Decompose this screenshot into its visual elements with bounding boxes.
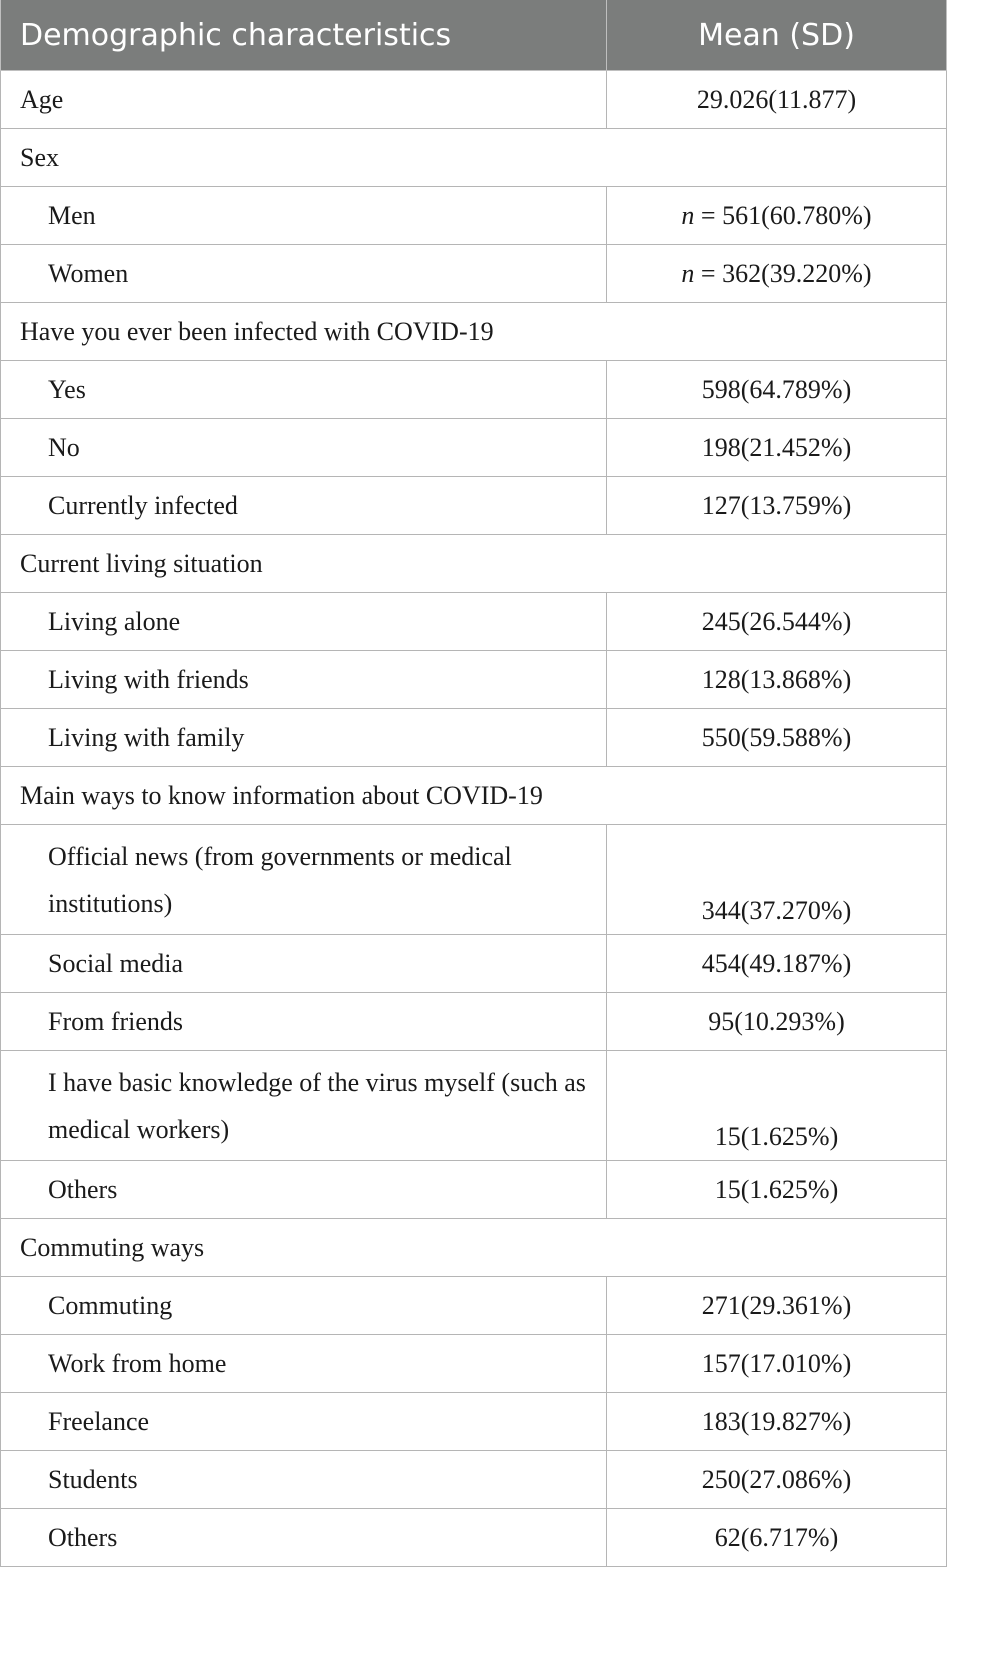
n-symbol: n	[681, 258, 695, 288]
table-row	[1, 593, 947, 651]
row-label: Age	[1, 71, 607, 129]
table-row	[1, 187, 947, 245]
row-value: 198(21.452%)	[607, 419, 947, 477]
table-header	[1, 0, 947, 71]
table-row	[1, 245, 947, 303]
row-label: Social media	[1, 935, 607, 993]
row-label: Currently infected	[1, 477, 607, 535]
row-label: Students	[1, 1451, 607, 1509]
section-label: Main ways to know information about COVID-19	[1, 767, 947, 825]
section-label: Current living situation	[1, 535, 947, 593]
section-label: Sex	[1, 129, 947, 187]
table-row	[1, 419, 947, 477]
row-value	[607, 245, 947, 303]
row-value: 29.026(11.877)	[607, 71, 947, 129]
table-row	[1, 1161, 947, 1219]
row-value: 344(37.270%)	[607, 825, 947, 935]
count-value: = 362(39.220%)	[694, 258, 872, 288]
table-row	[1, 935, 947, 993]
section-label: Have you ever been infected with COVID-19	[1, 303, 947, 361]
header-row	[1, 0, 947, 71]
row-label: Living with friends	[1, 651, 607, 709]
table-row	[1, 1509, 947, 1567]
section-row	[1, 303, 947, 361]
row-value: 245(26.544%)	[607, 593, 947, 651]
table-row	[1, 709, 947, 767]
row-label: Others	[1, 1161, 607, 1219]
row-value: 62(6.717%)	[607, 1509, 947, 1567]
n-symbol: n	[681, 200, 695, 230]
row-label: Commuting	[1, 1277, 607, 1335]
table-row	[1, 1277, 947, 1335]
header-demographic-characteristics: Demographic characteristics	[1, 0, 607, 71]
row-value: 598(64.789%)	[607, 361, 947, 419]
section-row	[1, 129, 947, 187]
row-label: Yes	[1, 361, 607, 419]
count-value: = 561(60.780%)	[694, 200, 872, 230]
table-row	[1, 1051, 947, 1161]
row-label: Living alone	[1, 593, 607, 651]
row-value: 550(59.588%)	[607, 709, 947, 767]
row-label: I have basic knowledge of the virus myself (such as medical workers)	[1, 1051, 607, 1161]
row-value: 15(1.625%)	[607, 1161, 947, 1219]
table-row	[1, 1451, 947, 1509]
table-row	[1, 1335, 947, 1393]
row-label: Women	[1, 245, 607, 303]
row-label: Work from home	[1, 1335, 607, 1393]
row-label: Freelance	[1, 1393, 607, 1451]
table-body	[1, 71, 947, 1567]
row-value: 127(13.759%)	[607, 477, 947, 535]
table-row	[1, 361, 947, 419]
row-value: 128(13.868%)	[607, 651, 947, 709]
row-label: Living with family	[1, 709, 607, 767]
row-value: 157(17.010%)	[607, 1335, 947, 1393]
table-row	[1, 825, 947, 935]
section-row	[1, 767, 947, 825]
section-label: Commuting ways	[1, 1219, 947, 1277]
row-label: No	[1, 419, 607, 477]
row-label: From friends	[1, 993, 607, 1051]
table-row	[1, 993, 947, 1051]
table-row	[1, 651, 947, 709]
header-mean-sd: Mean (SD)	[607, 0, 947, 71]
row-label: Official news (from governments or medical institutions)	[1, 825, 607, 935]
row-label: Men	[1, 187, 607, 245]
row-value	[607, 187, 947, 245]
row-value: 95(10.293%)	[607, 993, 947, 1051]
row-label: Others	[1, 1509, 607, 1567]
section-row	[1, 535, 947, 593]
table-row	[1, 1393, 947, 1451]
row-value: 454(49.187%)	[607, 935, 947, 993]
row-value: 271(29.361%)	[607, 1277, 947, 1335]
row-value: 15(1.625%)	[607, 1051, 947, 1161]
row-value: 183(19.827%)	[607, 1393, 947, 1451]
section-row	[1, 1219, 947, 1277]
table-row	[1, 71, 947, 129]
table-row	[1, 477, 947, 535]
row-value: 250(27.086%)	[607, 1451, 947, 1509]
